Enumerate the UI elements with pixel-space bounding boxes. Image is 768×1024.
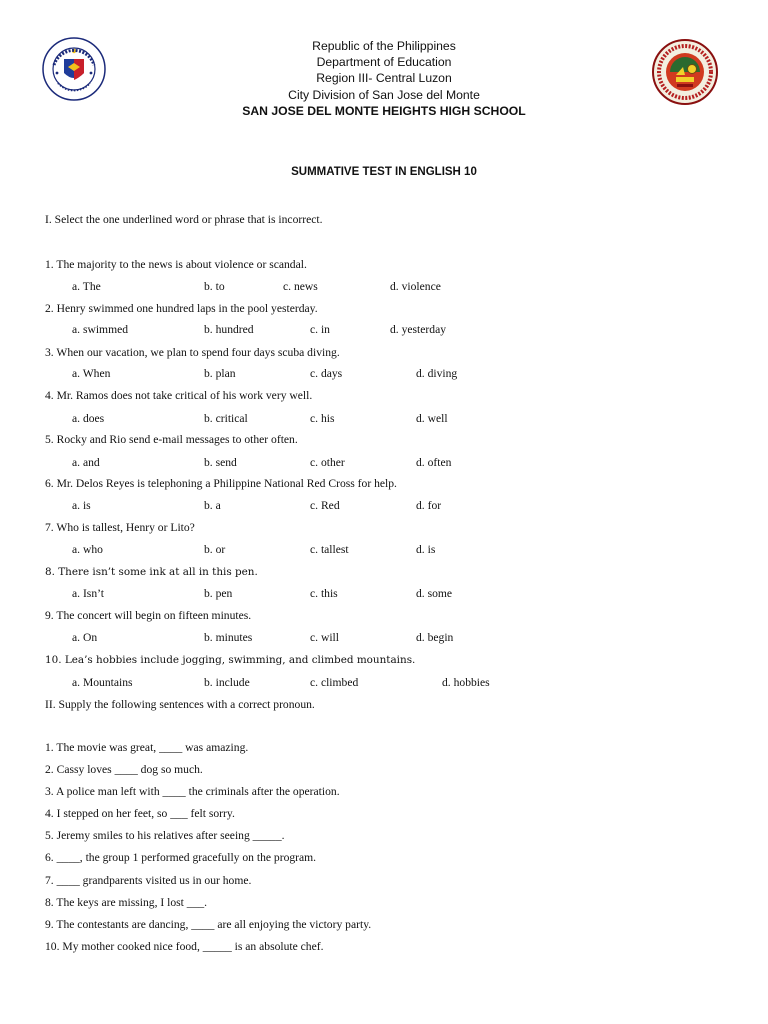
header-region: Region III- Central Luzon: [316, 71, 452, 86]
header-school-name: SAN JOSE DEL MONTE HEIGHTS HIGH SCHOOL: [242, 103, 526, 118]
options-3: [0, 367, 768, 381]
pronoun-item-5: 5. Jeremy smiles to his relatives after seeing _____.: [45, 829, 285, 842]
pronoun-item-6: 6. ____, the group 1 performed gracefully on the program.: [45, 851, 317, 864]
option-d: d. violence: [390, 280, 441, 293]
options-8: [0, 587, 768, 601]
header-republic: Republic of the Philippines: [312, 39, 456, 53]
pronoun-item-10: 10. My mother cooked nice food, _____ is an absolute chef.: [45, 940, 324, 953]
option-a: a. The: [72, 280, 101, 293]
option-a: a. When: [72, 367, 111, 380]
option-a: a. does: [72, 412, 105, 425]
option-c: c. tallest: [310, 543, 349, 556]
option-b: b. to: [204, 280, 225, 293]
question-9: 9. The concert will begin on fifteen minutes.: [45, 609, 252, 622]
option-b: b. send: [204, 456, 237, 469]
options-6: [0, 499, 768, 513]
header-department: Department of Education: [316, 55, 452, 70]
option-d: d. hobbies: [442, 676, 490, 689]
option-b: b. include: [204, 676, 250, 689]
option-a: a. is: [72, 499, 91, 512]
pronoun-item-9: 9. The contestants are dancing, ____ are all enjoying the victory party.: [45, 918, 372, 931]
pronoun-item-7: 7. ____ grandparents visited us in our home.: [45, 874, 252, 887]
question-4: 4. Mr. Ramos does not take critical of his work very well.: [45, 389, 313, 402]
option-d: d. some: [416, 587, 453, 600]
option-d: d. yesterday: [390, 323, 447, 336]
option-c: c. climbed: [310, 676, 359, 689]
part1-instruction: I. Select the one underlined word or phrase that is incorrect.: [45, 213, 323, 226]
pronoun-item-3: 3. A police man left with ____ the criminals after the operation.: [45, 785, 340, 798]
options-10: [0, 676, 768, 690]
question-7: 7. Who is tallest, Henry or Lito?: [45, 521, 195, 534]
option-d: d. is: [416, 543, 436, 556]
pronoun-item-8: 8. The keys are missing, I lost ___.: [45, 896, 208, 909]
pronoun-item-1: 1. The movie was great, ____ was amazing.: [45, 741, 249, 754]
options-5: [0, 456, 768, 470]
options-9: [0, 631, 768, 645]
option-a: a. On: [72, 631, 98, 644]
option-c: c. will: [310, 631, 339, 644]
header-division: City Division of San Jose del Monte: [288, 87, 480, 102]
option-d: d. often: [416, 456, 452, 469]
option-c: c. news: [283, 280, 318, 293]
question-5: 5. Rocky and Rio send e-mail messages to other often.: [45, 433, 298, 446]
option-a: a. swimmed: [72, 323, 129, 336]
options-7: [0, 543, 768, 557]
pronoun-item-2: 2. Cassy loves ____ dog so much.: [45, 763, 203, 776]
test-title: SUMMATIVE TEST IN ENGLISH 10: [291, 166, 477, 178]
option-a: a. and: [72, 456, 100, 469]
question-2: 2. Henry swimmed one hundred laps in the pool yesterday.: [45, 302, 318, 315]
option-c: c. his: [310, 412, 335, 425]
question-8: 8. There isn’t some ink at all in this pen.: [45, 566, 258, 578]
option-c: c. Red: [310, 499, 340, 512]
option-c: c. in: [310, 323, 330, 336]
pronoun-item-4: 4. I stepped on her feet, so ___ felt sorry.: [45, 807, 235, 820]
question-10: 10. Lea’s hobbies include jogging, swimming, and climbed mountains.: [45, 654, 416, 666]
option-a: a. Isn’t: [72, 587, 104, 600]
option-b: b. or: [204, 543, 226, 556]
option-b: b. pen: [204, 587, 233, 600]
option-d: d. begin: [416, 631, 454, 644]
school-header: [0, 38, 768, 119]
option-b: b. a: [204, 499, 221, 512]
option-b: b. hundred: [204, 323, 254, 336]
option-d: d. for: [416, 499, 442, 512]
question-6: 6. Mr. Delos Reyes is telephoning a Philippine National Red Cross for help.: [45, 477, 397, 490]
option-c: c. days: [310, 367, 343, 380]
option-b: b. minutes: [204, 631, 253, 644]
question-1: 1. The majority to the news is about violence or scandal.: [45, 258, 307, 271]
option-a: a. Mountains: [72, 676, 133, 689]
option-b: b. critical: [204, 412, 248, 425]
options-4: [0, 412, 768, 426]
option-a: a. who: [72, 543, 103, 556]
option-d: d. well: [416, 412, 448, 425]
option-c: c. this: [310, 587, 338, 600]
options-1: [0, 280, 768, 294]
options-2: [0, 323, 768, 337]
question-3: 3. When our vacation, we plan to spend four days scuba diving.: [45, 346, 340, 359]
option-d: d. diving: [416, 367, 458, 380]
option-b: b. plan: [204, 367, 236, 380]
option-c: c. other: [310, 456, 345, 469]
part2-instruction: II. Supply the following sentences with a correct pronoun.: [45, 698, 315, 711]
